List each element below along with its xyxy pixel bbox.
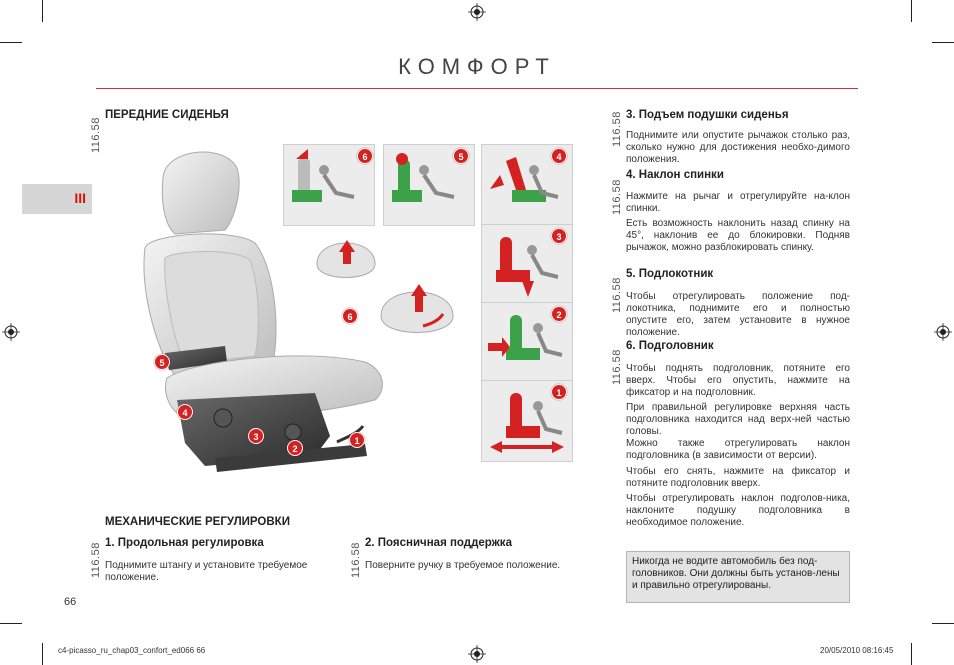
badge-4: 4 — [177, 404, 193, 420]
section-code: 116.58 — [611, 179, 623, 215]
item5-heading: 5. Подлокотник — [626, 268, 714, 280]
registration-mark-icon — [468, 645, 486, 663]
item1-heading: 1. Продольная регулировка — [105, 537, 264, 549]
badge-5: 5 — [154, 354, 170, 370]
chapter-tab-label: III — [74, 190, 86, 206]
item1-text: Поднимите штангу и установите требуемое положение. — [105, 560, 308, 583]
registration-mark-icon — [934, 323, 952, 341]
badge-3: 3 — [248, 428, 264, 444]
front-seats-heading: ПЕРЕДНИЕ СИДЕНЬЯ — [105, 109, 229, 121]
panel-badge-2: 2 — [551, 306, 567, 322]
item6-text-3: Можно также отрегулировать наклон подголовника (в зависимости от версии). — [626, 438, 850, 461]
crop-mark — [911, 643, 912, 665]
footer-right: 20/05/2010 08:16:45 — [820, 646, 894, 655]
item6-text-2: При правильной регулировке верхняя часть подголовника находится над верх-ней частью головы. — [626, 402, 850, 437]
panel-badge-4: 4 — [551, 148, 567, 164]
item6-text-5: Чтобы отрегулировать наклон подголов-ника, наклоните подушку подголовника в необходимое положение. — [626, 493, 850, 528]
registration-mark-icon — [2, 323, 20, 341]
section-code: 116.58 — [350, 542, 362, 578]
crop-mark — [932, 623, 954, 624]
item2-text: Поверните ручку в требуемое положение. — [365, 560, 561, 571]
crop-mark — [42, 0, 43, 22]
item3-heading: 3. Подъем подушки сиденья — [626, 109, 789, 121]
section-code: 116.58 — [611, 349, 623, 385]
item5-text: Чтобы отрегулировать положение под-локотника, поднимите его и полностью опустите его, затем установите в нужное положение. — [626, 291, 850, 338]
page-title: КОМФОРТ — [398, 54, 556, 79]
crop-mark — [42, 643, 43, 665]
registration-mark-icon — [468, 3, 486, 21]
item4-text-2: Есть возможность наклонить назад спинку на 45°, наклонив ее до блокировки. Подняв рычажок, можно разблокировать спинку. — [626, 218, 850, 253]
headrest-detail-upper — [311, 230, 381, 292]
item2-heading: 2. Поясничная поддержка — [365, 537, 512, 549]
seat-illustration — [105, 138, 575, 498]
badge-6: 6 — [342, 308, 358, 324]
section-code: 116.58 — [611, 277, 623, 313]
crop-mark — [0, 42, 22, 43]
panel-badge-3: 3 — [551, 228, 567, 244]
item6-text-1: Чтобы поднять подголовник, потяните его вверх. Чтобы его опустить, нажмите на фиксатор и на подголовник. — [626, 363, 850, 398]
item4-text-1: Нажмите на рычаг и отрегулируйте на-клон спинки. — [626, 191, 850, 214]
page-number: 66 — [64, 596, 77, 608]
crop-mark — [911, 0, 912, 22]
panel-badge-5: 5 — [453, 148, 469, 164]
warning-box: Никогда не водите автомобиль без под-головников. Они должны быть установ-лены и правильно отрегулированы. — [626, 551, 850, 603]
section-code: 116.58 — [611, 111, 623, 147]
item6-heading: 6. Подголовник — [626, 340, 714, 352]
item6-text-4: Чтобы его снять, нажмите на фиксатор и потяните подголовник вверх. — [626, 466, 850, 489]
crop-mark — [932, 42, 954, 43]
badge-2: 2 — [287, 440, 303, 456]
footer-left: c4-picasso_ru_chap03_confort_ed066 66 — [58, 646, 206, 655]
chapter-tab — [22, 184, 92, 214]
item4-heading: 4. Наклон спинки — [626, 169, 724, 181]
crop-mark — [0, 623, 22, 624]
badge-1: 1 — [349, 432, 365, 448]
title-divider — [96, 88, 858, 89]
mechanical-heading: МЕХАНИЧЕСКИЕ РЕГУЛИРОВКИ — [105, 516, 290, 528]
item3-text: Поднимите или опустите рычажок столько раз, сколько нужно для достижения необхо-димого положения. — [626, 130, 850, 165]
section-code: 116.58 — [90, 117, 102, 153]
panel-badge-1: 1 — [551, 384, 567, 400]
panel-badge-6: 6 — [357, 148, 373, 164]
headrest-detail-lower — [373, 276, 463, 346]
section-code: 116.58 — [90, 542, 102, 578]
